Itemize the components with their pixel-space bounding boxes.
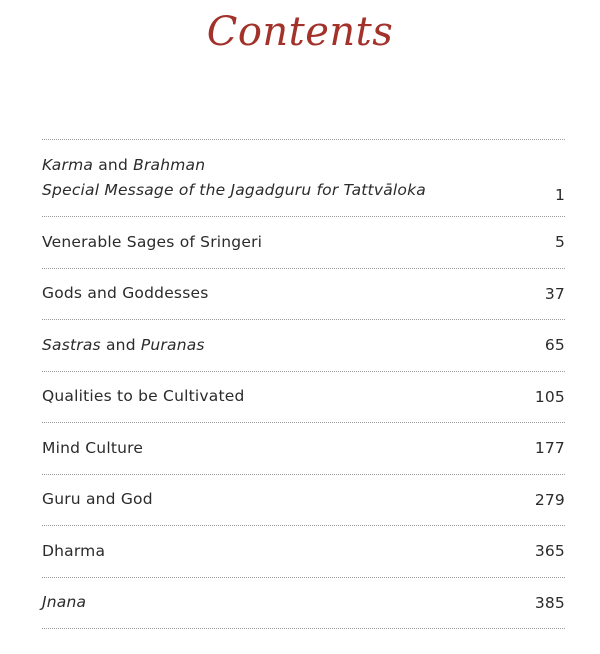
toc-entry-title-line bbox=[42, 153, 426, 178]
toc-page-number: 365 bbox=[534, 542, 565, 561]
toc-entry-label: Gods and Goddesses bbox=[42, 284, 209, 303]
toc-entry-label: Qualities to be Cultivated bbox=[42, 387, 245, 406]
toc-entry-label: Mind Culture bbox=[42, 438, 144, 457]
connector-text: and bbox=[93, 156, 134, 174]
italic-term: Sastras bbox=[42, 335, 101, 354]
toc-entry-karma-and-brahman bbox=[42, 140, 565, 216]
dotted-divider bbox=[42, 628, 565, 629]
toc-entry-label bbox=[42, 153, 426, 203]
toc-page-number: 279 bbox=[534, 490, 565, 509]
toc-page-number: 5 bbox=[554, 233, 565, 252]
page-title: Contents bbox=[206, 9, 394, 55]
toc-entry-venerable-sages bbox=[42, 217, 565, 268]
toc-page-number: 1 bbox=[554, 186, 565, 204]
toc-entry-gods-and-goddesses bbox=[42, 269, 565, 320]
italic-subtitle: Special Message of the Jagadguru for Tattvāloka bbox=[42, 181, 426, 199]
connector-text: and bbox=[100, 335, 141, 354]
toc-page-number: 65 bbox=[544, 336, 565, 355]
toc-entry-qualities bbox=[42, 372, 565, 423]
toc-entry-label: Guru and God bbox=[42, 490, 153, 509]
toc-entry-dharma bbox=[42, 526, 565, 577]
toc-page-number: 105 bbox=[534, 387, 565, 406]
toc-entry-sastras-and-puranas bbox=[42, 320, 565, 371]
toc-entry-jnana bbox=[42, 578, 565, 629]
toc-page-number: 385 bbox=[534, 593, 565, 612]
italic-term: Karma bbox=[42, 156, 94, 174]
italic-term: Puranas bbox=[140, 335, 205, 354]
toc-entry-label bbox=[42, 333, 205, 358]
italic-term: Jnana bbox=[42, 593, 87, 612]
toc-entry-label: Dharma bbox=[42, 541, 106, 560]
toc-page-number: 177 bbox=[534, 439, 565, 458]
toc-entry-label: Venerable Sages of Sringeri bbox=[42, 232, 263, 251]
toc-entry-mind-culture bbox=[42, 423, 565, 474]
italic-term: Brahman bbox=[133, 156, 206, 174]
toc-entry-subtitle-line bbox=[42, 178, 426, 203]
toc-entry-guru-and-god bbox=[42, 475, 565, 526]
table-of-contents bbox=[42, 139, 565, 629]
toc-page-number: 37 bbox=[544, 284, 565, 303]
toc-entry-label bbox=[42, 590, 86, 615]
